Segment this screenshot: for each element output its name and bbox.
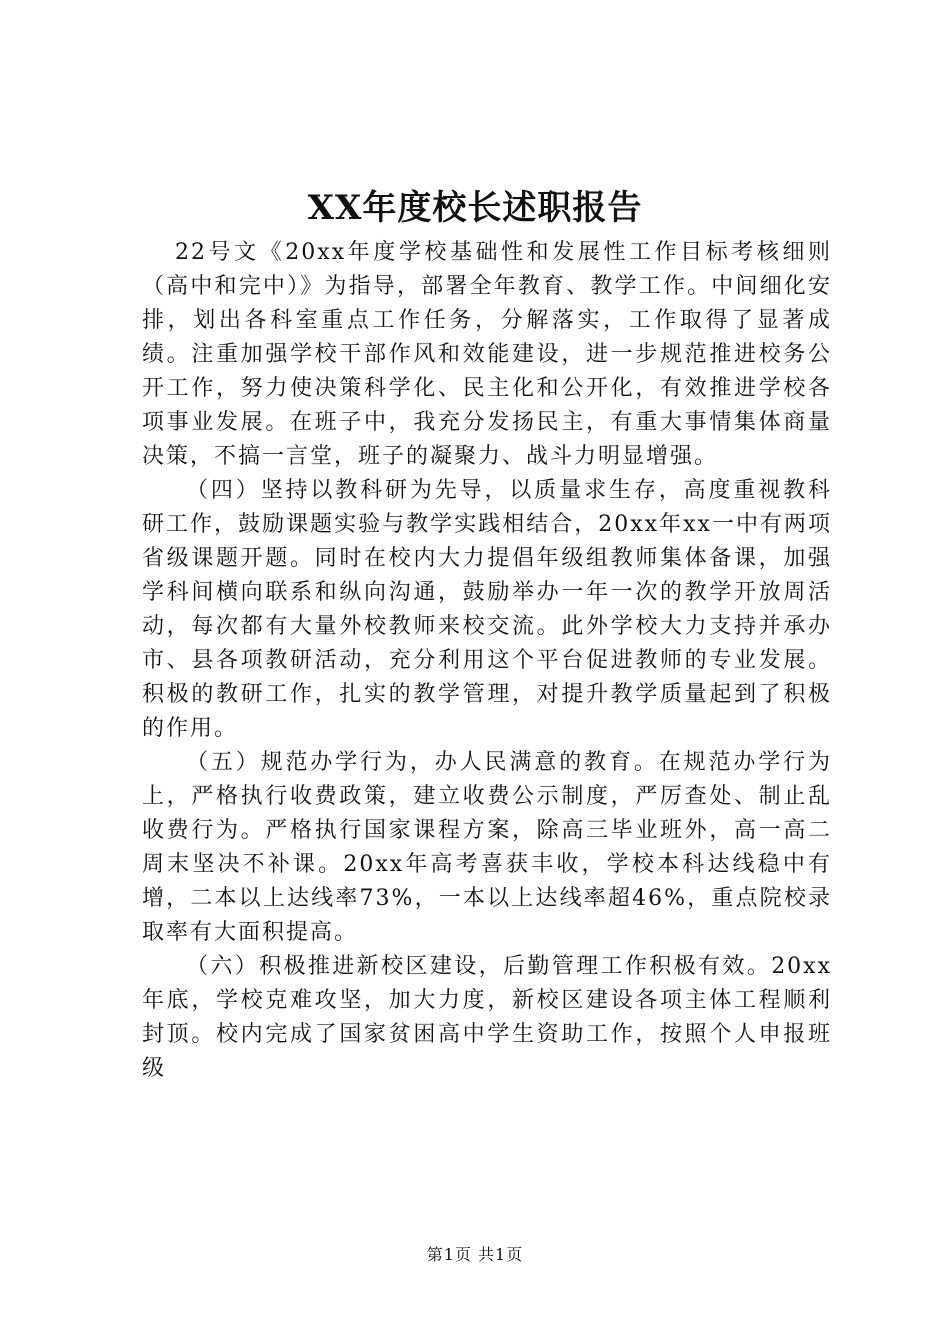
paragraph-3: （五）规范办学行为，办人民满意的教育。在规范办学行为上，严格执行收费政策，建立收费公示制度，严厉查处、制止乱收费行为。严格执行国家课程方案，除高三毕业班外，高一高二周末坚决不补课。20xx年高考喜获丰收，学校本科达线稳中有增，二本以上达线率73%，一本以上达线率超46%，重点院校录取率有大面积提高。 xyxy=(142,750,832,945)
document-title: XX年度校长述职报告 xyxy=(307,188,643,228)
paragraph-2: （四）坚持以教科研为先导，以质量求生存，高度重视教科研工作，鼓励课题实验与教学实践相结合，20xx年xx一中有两项省级课题开题。同时在校内大力提倡年级组教师集体备课，加强学科间横向联系和纵向沟通，鼓励举办一年一次的教学开放周活动，每次都有大量外校教师来校交流。此外学校大力支持并承办市、县各项教研活动，充分利用这个平台促进教师的专业发展。积极的教研工作，扎实的教学管理，对提升教学质量起到了积极的作用。 xyxy=(142,478,832,741)
paragraph-1: 22号文《20xx年度学校基础性和发展性工作目标考核细则（高中和完中）》为指导，部署全年教育、教学工作。中间细化安排，划出各科室重点工作任务，分解落实，工作取得了显著成绩。注重加强学校干部作风和效能建设，进一步规范推进校务公开工作，努力使决策科学化、民主化和公开化，有效推进学校各项事业发展。在班子中，我充分发扬民主，有重大事情集体商量决策，不搞一言堂，班子的凝聚力、战斗力明显增强。 xyxy=(142,240,832,469)
document-body xyxy=(142,236,832,1086)
paragraph-4: （六）积极推进新校区建设，后勤管理工作积极有效。20xx年底，学校克难攻坚，加大力度，新校区建设各项主体工程顺利封顶。校内完成了国家贫困高中学生资助工作，按照个人申报班级 xyxy=(142,954,832,1081)
page-footer: 第1页 共1页 xyxy=(426,1245,524,1264)
